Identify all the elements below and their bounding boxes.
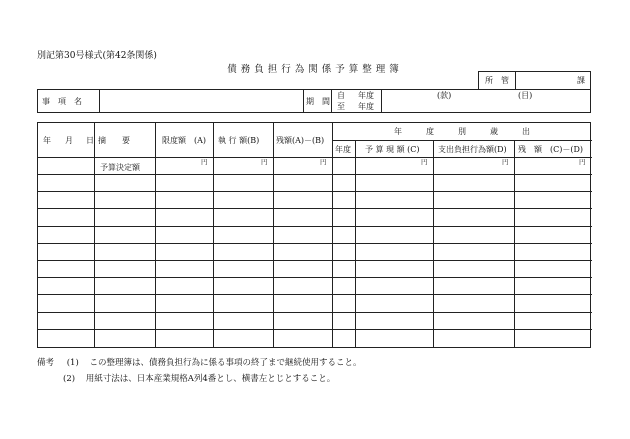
- note-number: (2): [63, 374, 76, 384]
- yen-mark-limit: 円: [201, 158, 208, 166]
- table-row-divider: [38, 329, 592, 330]
- header-remaining-amount: 残額(A)－(B): [276, 136, 325, 145]
- form-reference: 別記第30号様式(第42条関係): [37, 51, 157, 61]
- header-executed-amount: 執 行 額(B): [218, 136, 260, 145]
- header-year: 年: [43, 136, 51, 145]
- yen-mark-remaining: 円: [320, 158, 327, 166]
- to-label: 至: [337, 102, 345, 111]
- header-fiscal-year: 年度: [335, 145, 351, 154]
- note-text: 用紙寸法は、日本産業規格A列4番とし、横書左とじとすること。: [85, 374, 336, 384]
- table-row-divider: [38, 208, 592, 209]
- header-limit-amount: 限度額 (A): [162, 136, 207, 145]
- table-row-divider: [38, 243, 592, 244]
- header-summary: 摘 要: [98, 136, 130, 145]
- jurisdiction-label: 所 管: [485, 76, 509, 85]
- page-title: 債務負担行為関係予算整理簿: [227, 64, 403, 75]
- table-row-divider: [38, 157, 592, 158]
- header-day: 日: [86, 136, 94, 145]
- yen-mark-executed: 円: [261, 158, 268, 166]
- from-year-suffix: 年度: [358, 91, 374, 100]
- yen-mark-commitment: 円: [502, 158, 509, 166]
- yen-mark-budget-current: 円: [421, 158, 428, 166]
- note-number: (1): [66, 358, 79, 368]
- main-table: [37, 122, 591, 348]
- table-row-divider: [38, 294, 592, 295]
- from-label: 自: [337, 91, 345, 100]
- period-label: 期 間: [306, 97, 330, 106]
- jurisdiction-unit: 課: [577, 76, 585, 85]
- section-label: (款): [437, 91, 452, 100]
- to-year-suffix: 年度: [358, 102, 374, 111]
- header-budget-current: 予 算 現 額 (C): [365, 145, 420, 154]
- jurisdiction-box: [478, 71, 591, 90]
- matter-label: 事 項 名: [42, 97, 82, 106]
- notes-heading: 備考: [37, 358, 55, 368]
- table-row-divider: [38, 174, 592, 175]
- table-row-divider: [38, 226, 592, 227]
- item-label: (目): [518, 91, 533, 100]
- matter-row: [37, 89, 591, 113]
- table-row-divider: [38, 312, 592, 313]
- budget-row-label: 予算決定額: [100, 163, 140, 172]
- note-text: この整理簿は、債務負担行為に係る事項の終了まで継続使用すること。: [89, 358, 362, 368]
- header-yearly-group: 年 度 別 歳 出: [394, 127, 530, 136]
- header-month: 月: [65, 136, 73, 145]
- table-row-divider: [38, 277, 592, 278]
- table-row-divider: [38, 191, 592, 192]
- table-row-divider: [38, 260, 592, 261]
- header-commitment-amount: 支出負担行為額(D): [438, 145, 507, 154]
- yen-mark-balance: 円: [579, 158, 586, 166]
- header-balance: 残 額 (C)－(D): [518, 145, 584, 154]
